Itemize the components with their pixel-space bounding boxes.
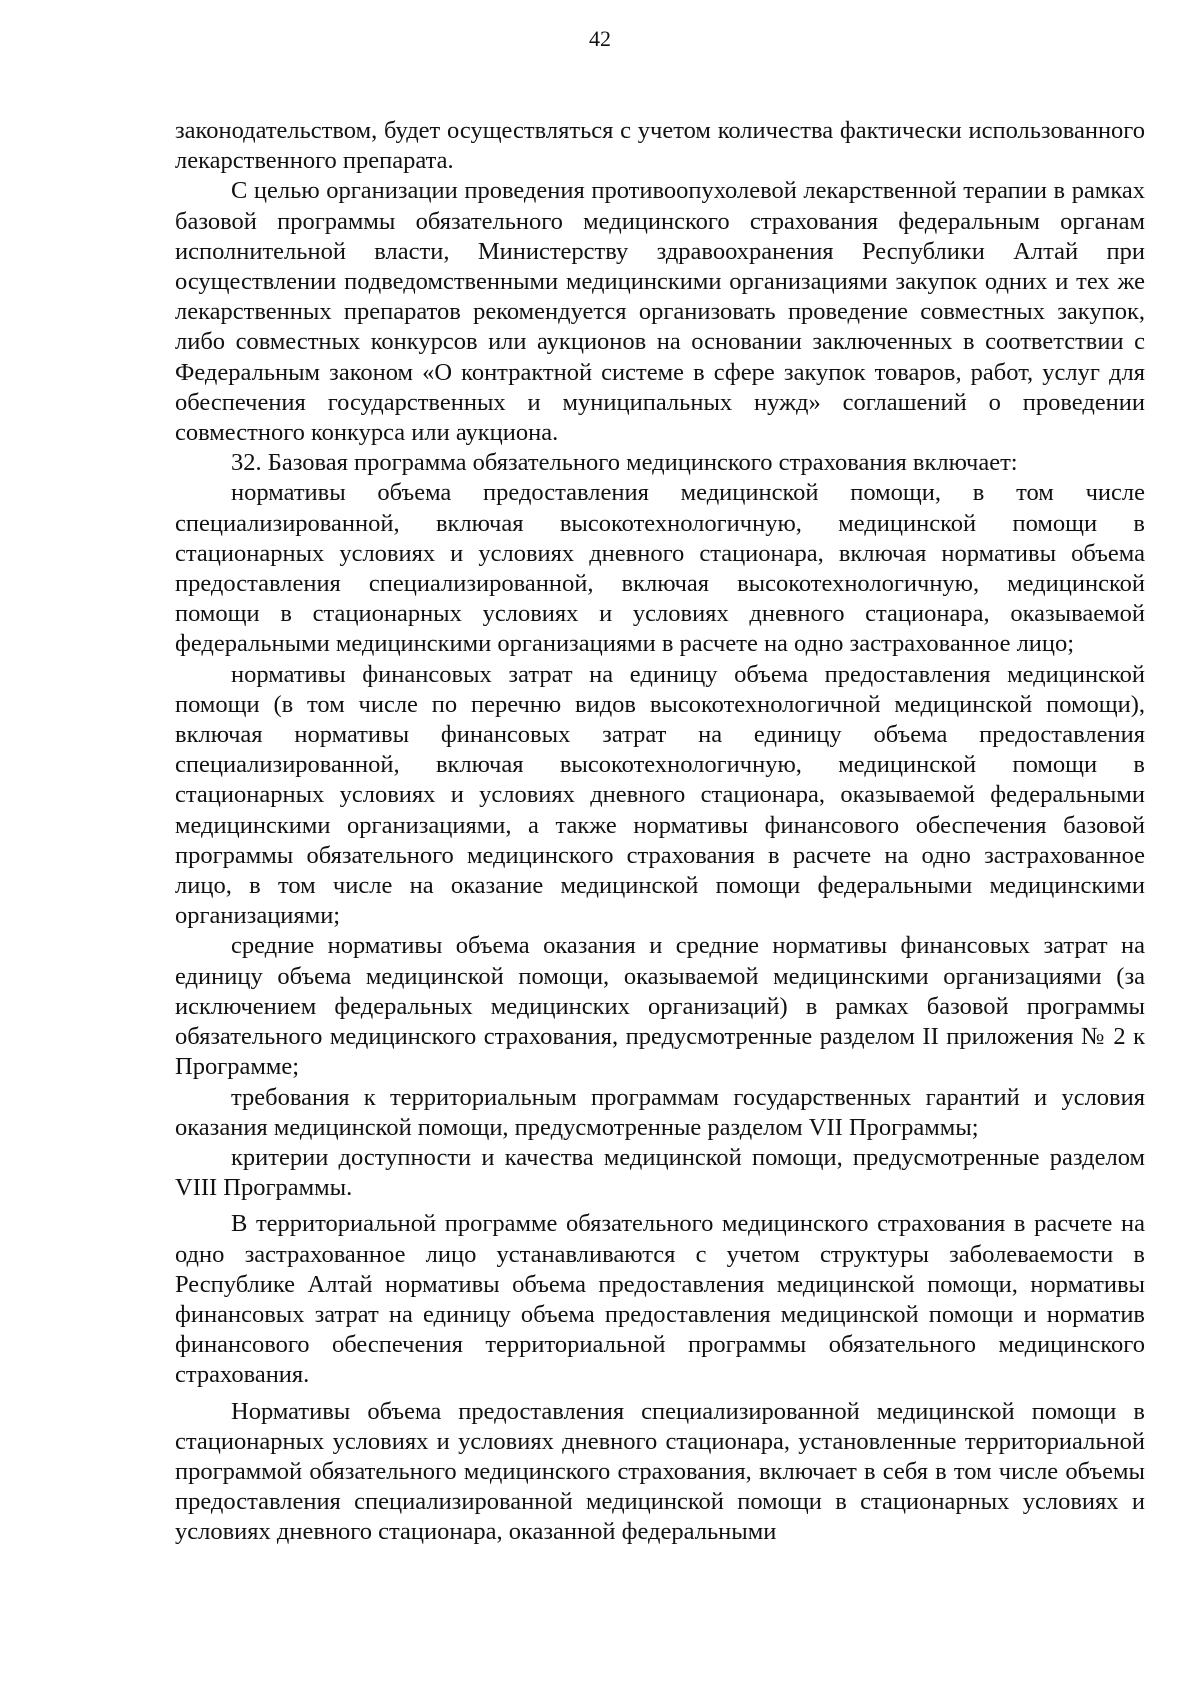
paragraph-territorial-requirements: требования к территориальным программам государственных гарантий и условия оказания медицинской помощи, предусмотренные разделом VII Программы;: [175, 1083, 1145, 1141]
page-number: 42: [589, 26, 611, 51]
paragraph-volume-norms: нормативы объема предоставления медицинской помощи, в том числе специализированной, включая высокотехнологичную, медицинской помощи в стационарных условиях и условиях дневного стационара, включая нормативы объема предоставления специализированной, включая высокотехнологичную, медицинской помощи в стационарных условиях и условиях дневного стационара, оказываемой федеральными медицинскими организациями в расчете на одно застрахованное лицо;: [175, 479, 1145, 658]
paragraph-territorial-program: В территориальной программе обязательного медицинского страхования в расчете на одно застрахованное лицо устанавливаются с учетом структуры заболеваемости в Республике Алтай нормативы объема предоставления медицинской помощи, нормативы финансовых затрат на единицу объема предоставления медицинской помощи и норматив финансового обеспечения территориальной программы обязательного медицинского страхования.: [175, 1210, 1145, 1389]
paragraph-specialized-care-norms: Нормативы объема предоставления специализированной медицинской помощи в стационарных условиях и условиях дневного стационара, установленные территориальной программой обязательного медицинского страхования, включает в себя в том числе объемы предоставления специализированной медицинской помощи в стационарных условиях и условиях дневного стационара, оказанной федеральными: [175, 1397, 1145, 1546]
paragraph-financial-norms: нормативы финансовых затрат на единицу объема предоставления медицинской помощи (в том числе по перечню видов высокотехнологичной медицинской помощи), включая нормативы финансовых затрат на единицу объема предоставления специализированной, включая высокотехнологичную, медицинской помощи в стационарных условиях и условиях дневного стационара, оказываемой федеральными медицинскими организациями, а также нормативы финансового обеспечения базовой программы обязательного медицинского страхования в расчете на одно застрахованное лицо, в том числе на оказание медицинской помощи федеральными медицинскими организациями;: [175, 660, 1145, 930]
paragraph-accessibility-criteria: критерии доступности и качества медицинской помощи, предусмотренные разделом VIII Программы.: [175, 1143, 1145, 1202]
document-body: [175, 116, 1145, 1548]
paragraph-average-norms: средние нормативы объема оказания и средние нормативы финансовых затрат на единицу объема медицинской помощи, оказываемой медицинскими организациями (за исключением федеральных медицинских организаций) в рамках базовой программы обязательного медицинского страхования, предусмотренные разделом II приложения № 2 к Программе;: [175, 932, 1145, 1081]
paragraph-item-32: 32. Базовая программа обязательного медицинского страхования включает:: [231, 449, 1018, 477]
paragraph-continued: законодательством, будет осуществляться с учетом количества фактически использованного лекарственного препарата.: [175, 117, 1145, 175]
paragraph-joint-procurement: С целью организации проведения противоопухолевой лекарственной терапии в рамках базовой программы обязательного медицинского страхования федеральным органам исполнительной власти, Министерству здравоохранения Республики Алтай при осуществлении подведомственными медицинскими организациями закупок одних и тех же лекарственных препаратов рекомендуется организовать проведение совместных закупок, либо совместных конкурсов или аукционов на основании заключенных в соответствии с Федеральным законом «О контрактной системе в сфере закупок товаров, работ, услуг для обеспечения государственных и муниципальных нужд» соглашений о проведении совместного конкурса или аукциона.: [175, 177, 1145, 447]
